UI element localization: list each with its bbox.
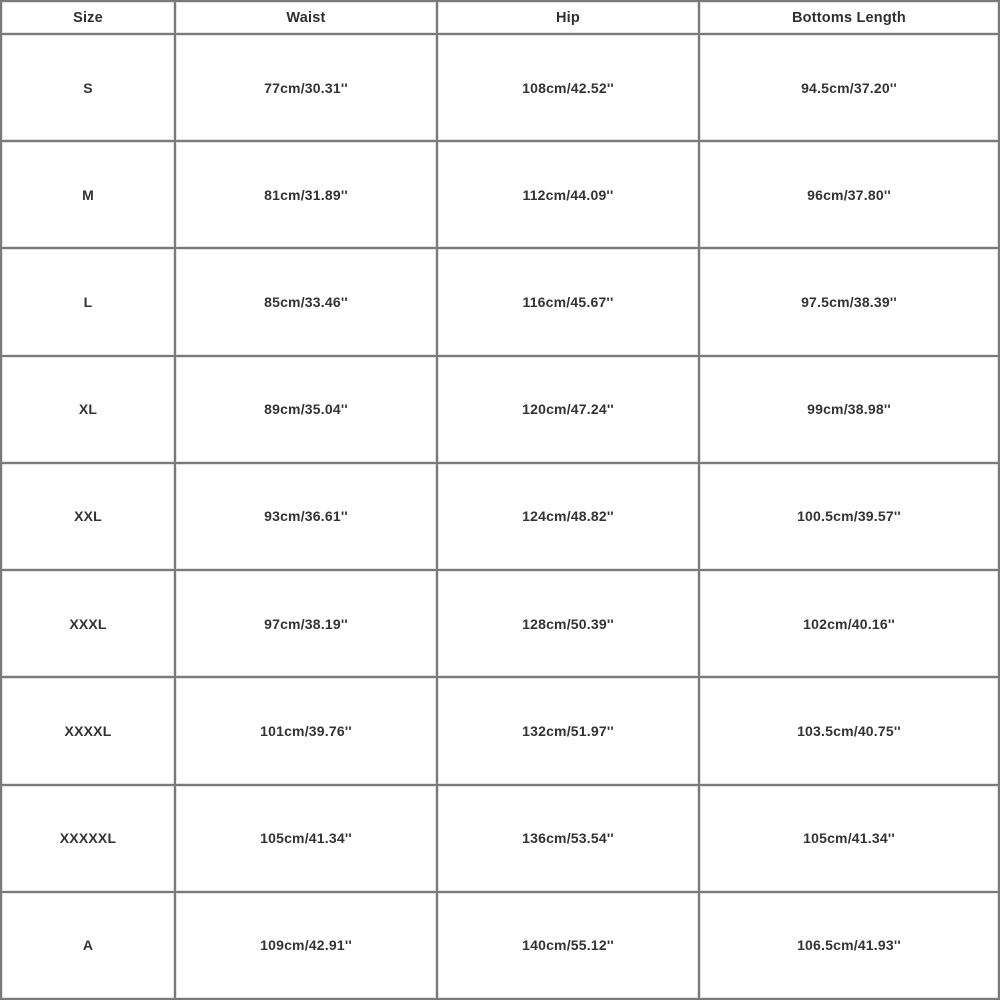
hip-cell: 108cm/42.52'' xyxy=(438,35,698,140)
header-size: Size xyxy=(2,2,174,33)
waist-cell: 85cm/33.46'' xyxy=(176,249,436,354)
size-cell: XXL xyxy=(2,464,174,569)
size-cell: S xyxy=(2,35,174,140)
hip-cell: 120cm/47.24'' xyxy=(438,357,698,462)
hip-cell: 128cm/50.39'' xyxy=(438,571,698,676)
size-cell: XXXXXL xyxy=(2,786,174,891)
hip-cell: 132cm/51.97'' xyxy=(438,678,698,783)
size-cell: A xyxy=(2,893,174,998)
bottoms-length-cell: 96cm/37.80'' xyxy=(700,142,998,247)
size-cell: M xyxy=(2,142,174,247)
bottoms-length-cell: 99cm/38.98'' xyxy=(700,357,998,462)
size-cell: L xyxy=(2,249,174,354)
waist-cell: 81cm/31.89'' xyxy=(176,142,436,247)
bottoms-length-cell: 106.5cm/41.93'' xyxy=(700,893,998,998)
bottoms-length-cell: 103.5cm/40.75'' xyxy=(700,678,998,783)
header-waist: Waist xyxy=(176,2,436,33)
waist-cell: 77cm/30.31'' xyxy=(176,35,436,140)
header-bottoms-length: Bottoms Length xyxy=(700,2,998,33)
waist-cell: 93cm/36.61'' xyxy=(176,464,436,569)
header-hip: Hip xyxy=(438,2,698,33)
hip-cell: 116cm/45.67'' xyxy=(438,249,698,354)
bottoms-length-cell: 102cm/40.16'' xyxy=(700,571,998,676)
size-cell: XXXXL xyxy=(2,678,174,783)
waist-cell: 109cm/42.91'' xyxy=(176,893,436,998)
hip-cell: 136cm/53.54'' xyxy=(438,786,698,891)
hip-cell: 124cm/48.82'' xyxy=(438,464,698,569)
hip-cell: 140cm/55.12'' xyxy=(438,893,698,998)
waist-cell: 101cm/39.76'' xyxy=(176,678,436,783)
bottoms-length-cell: 94.5cm/37.20'' xyxy=(700,35,998,140)
waist-cell: 105cm/41.34'' xyxy=(176,786,436,891)
bottoms-length-cell: 100.5cm/39.57'' xyxy=(700,464,998,569)
bottoms-length-cell: 97.5cm/38.39'' xyxy=(700,249,998,354)
waist-cell: 97cm/38.19'' xyxy=(176,571,436,676)
size-cell: XXXL xyxy=(2,571,174,676)
bottoms-length-cell: 105cm/41.34'' xyxy=(700,786,998,891)
size-cell: XL xyxy=(2,357,174,462)
waist-cell: 89cm/35.04'' xyxy=(176,357,436,462)
hip-cell: 112cm/44.09'' xyxy=(438,142,698,247)
